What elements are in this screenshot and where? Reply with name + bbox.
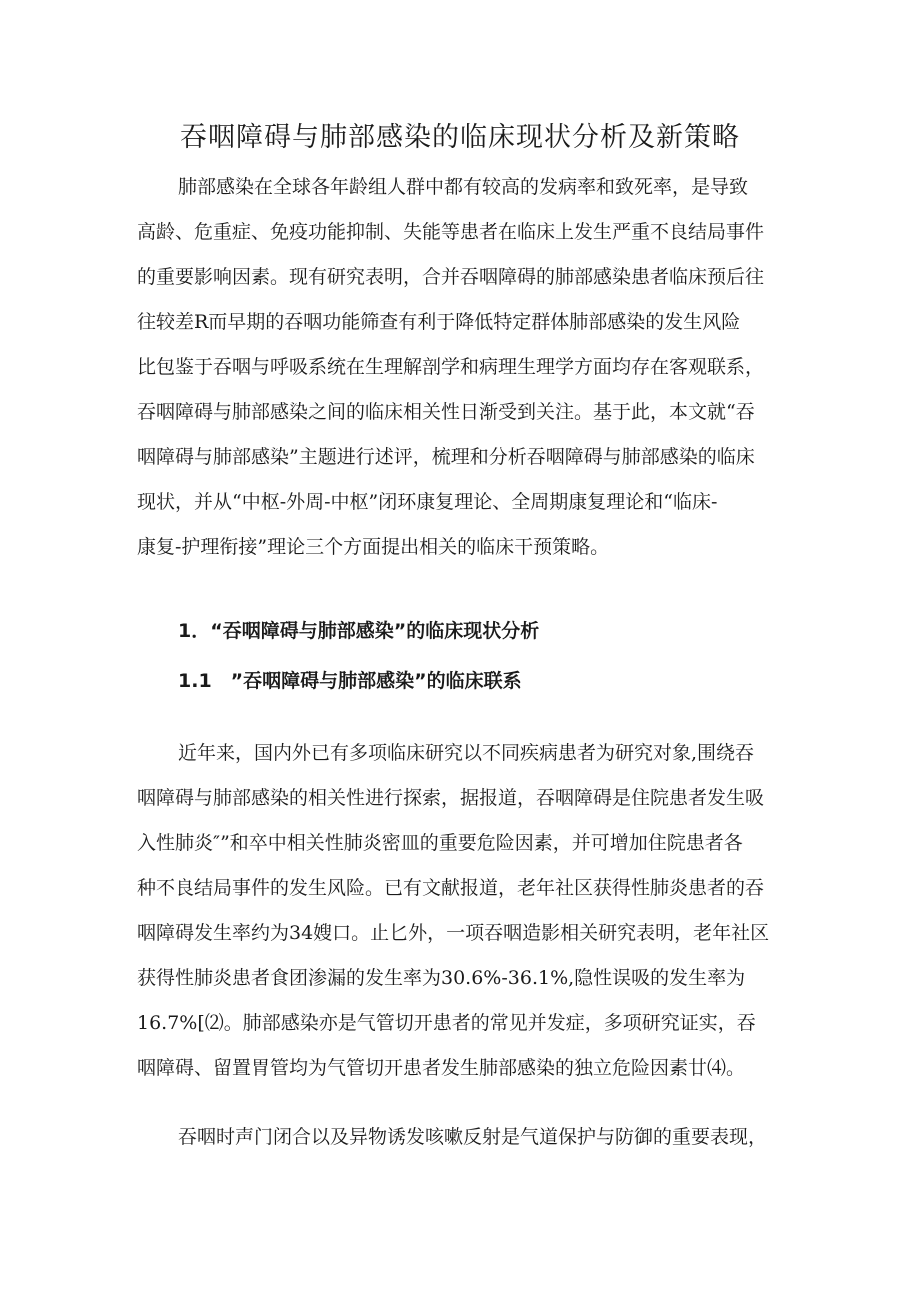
text-line: 咽障碍发生率约为34嫂口。止匕外，一项吞咽造影相关研究表明，老年社区 — [137, 922, 770, 944]
text-line: 咽障碍与肺部感染的相关性进行探索，据报道，吞咽障碍是住院患者发生吸 — [137, 787, 765, 809]
text-line: 咽障碍与肺部感染”主题进行述评，梳理和分析吞咽障碍与肺部感染的临床 — [137, 446, 755, 468]
text-line: 康复-护理衔接”理论三个方面提出相关的临床干预策略。 — [137, 536, 610, 558]
section-heading-1: 1．“吞咽障碍与肺部感染”的临床现状分析 — [178, 620, 540, 642]
text-line: 16.7%[⑵。肺部感染亦是气管切开患者的常见并发症，多项研究证实，吞 — [137, 1012, 756, 1034]
text-line: 获得性肺炎患者食团渗漏的发生率为30.6%-36.1%,隐性误吸的发生率为 — [137, 967, 746, 989]
text-line: 往较差R而早期的吞咽功能筛查有利于降低特定群体肺部感染的发生风险 — [137, 311, 741, 333]
text-line: 吞咽障碍与肺部感染之间的临床相关性日渐受到关注。基于此，本文就“吞 — [137, 401, 755, 423]
text-line: 高龄、危重症、免疫功能抑制、失能等患者在临床上发生严重不良结局事件 — [137, 221, 765, 243]
text-line: 近年来，国内外已有多项临床研究以不同疾病患者为研究对象,围绕吞 — [178, 742, 755, 764]
text-line: 比包鉴于吞咽与呼吸系统在生理解剖学和病理生理学方面均存在客观联系， — [137, 356, 765, 378]
text-line: 吞咽时声门闭合以及异物诱发咳嗽反射是气道保护与防御的重要表现， — [178, 1126, 768, 1148]
document-title: 吞咽障碍与肺部感染的临床现状分析及新策略 — [180, 122, 740, 153]
section-heading-1-1: 1.1 ”吞咽障碍与肺部感染”的临床联系 — [178, 670, 522, 692]
text-line: 种不良结局事件的发生风险。已有文献报道，老年社区获得性肺炎患者的吞 — [137, 877, 765, 899]
text-line: 咽障碍、留置胃管均为气管切开患者发生肺部感染的独立危险因素廿⑷。 — [137, 1057, 746, 1079]
text-line: 入性肺炎″”和卒中相关性肺炎密皿的重要危险因素，并可增加住院患者各 — [137, 832, 743, 854]
text-line: 现状，并从“中枢-外周-中枢”闭环康复理论、全周期康复理论和“临床- — [137, 491, 718, 513]
text-line: 的重要影响因素。现有研究表明，合并吞咽障碍的肺部感染患者临床预后往 — [137, 266, 765, 288]
text-line: 肺部感染在全球各年龄组人群中都有较高的发病率和致死率，是导致 — [178, 176, 749, 198]
